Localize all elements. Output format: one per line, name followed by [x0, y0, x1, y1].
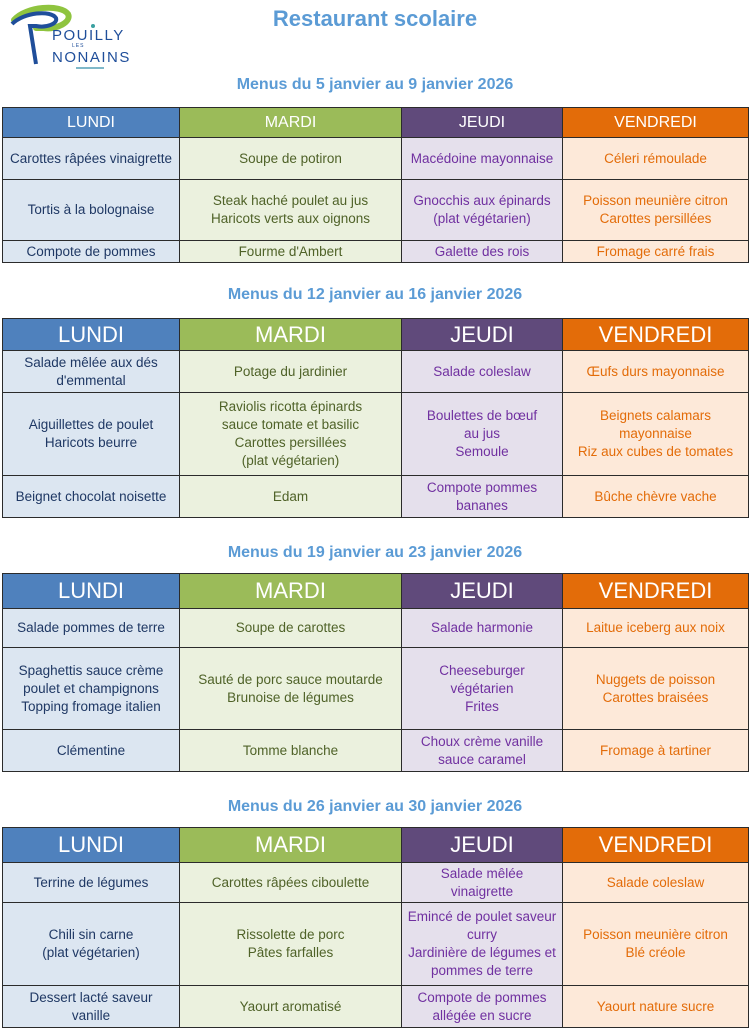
menu-item: (plat végétarien) [241, 453, 340, 468]
menu-item: Compote de pommes [417, 989, 547, 1005]
menu-item: Céleri rémoulade [604, 150, 707, 166]
table-row [3, 986, 749, 1028]
menu-item: Tortis à la bolognaise [27, 202, 155, 217]
menu-item: Salade mêlée [440, 865, 524, 881]
menu-item: mayonnaise [619, 426, 692, 441]
menu-table [2, 318, 749, 518]
menu-item: Carottes persillées [599, 211, 712, 226]
menu-item: Yaourt aromatisé [239, 998, 342, 1014]
menu-item: Steak haché poulet au jus [212, 193, 369, 208]
logo-text: NONAINS [52, 49, 131, 66]
day-header-vendredi: VENDREDI [563, 108, 749, 138]
menu-cell [180, 241, 402, 263]
menu-cell [402, 241, 563, 263]
menu-item: Haricots beurre [44, 435, 138, 450]
menu-cell [402, 393, 563, 476]
week-title: Menus du 26 janvier au 30 janvier 2026 [227, 798, 523, 815]
menu-item: Jardinière de légumes et [408, 945, 556, 960]
menu-item: Œufs durs mayonnaise [586, 363, 725, 379]
menu-item: vanille [71, 1007, 111, 1023]
logo-text: LES [72, 43, 85, 49]
week-title: Menus du 12 janvier au 16 janvier 2026 [227, 286, 523, 303]
menu-cell [563, 863, 749, 903]
menu-item: bananes [456, 497, 508, 513]
menu-item: sauce caramel [438, 751, 526, 767]
menu-item: Terrine de légumes [33, 874, 149, 890]
menu-item: Soupe de carottes [235, 620, 346, 635]
menu-item: Tomme blanche [242, 742, 339, 758]
menu-item: Gnocchis aux épinards [413, 193, 551, 208]
menu-item: Salade harmonie [430, 620, 534, 635]
menu-item: Beignet chocolat noisette [15, 488, 167, 504]
day-header-lundi: LUNDI [3, 319, 180, 351]
table-row [3, 241, 749, 263]
menu-item: allégée en sucre [432, 1007, 532, 1023]
day-header-mardi: MARDI [180, 319, 402, 351]
menu-item: Bûche chèvre vache [594, 488, 717, 504]
menu-cell [563, 648, 749, 730]
menu-item: Galette des rois [434, 243, 530, 259]
menu-cell [3, 241, 180, 263]
menu-cell [402, 986, 563, 1028]
menu-cell [3, 351, 180, 393]
week-title: Menus du 19 janvier au 23 janvier 2026 [227, 544, 523, 561]
menu-item: Poisson meunière citron [583, 193, 728, 208]
table-row [3, 863, 749, 903]
menu-item: Semoule [455, 444, 509, 459]
menu-item: d'emmental [56, 372, 126, 388]
menu-cell [180, 180, 402, 241]
menu-item: Carottes râpées vinaigrette [9, 150, 173, 166]
menu-item: (plat végétarien) [42, 945, 140, 960]
menu-item: Raviolis ricotta épinards [218, 399, 363, 414]
menu-cell [180, 138, 402, 180]
table-row [3, 648, 749, 730]
table-row [3, 180, 749, 241]
menu-cell [3, 648, 180, 730]
menu-item: Frites [465, 698, 499, 714]
day-header-mardi: MARDI [180, 108, 402, 138]
menu-item: Carottes persillées [234, 435, 347, 450]
day-header-vendredi: VENDREDI [563, 828, 749, 863]
day-header-jeudi: JEUDI [402, 108, 563, 138]
menu-item: Pâtes farfalles [247, 945, 334, 960]
menu-item: Choux crème vanille [420, 733, 544, 749]
menu-cell [563, 476, 749, 518]
menu-item: Fourme d'Ambert [238, 243, 343, 259]
menu-item: Carottes braisées [602, 689, 709, 705]
week-title: Menus du 5 janvier au 9 janvier 2026 [236, 76, 514, 93]
table-row [3, 609, 749, 648]
menu-item: curry [467, 927, 497, 942]
day-header-jeudi: JEUDI [402, 828, 563, 863]
header-row [3, 828, 749, 863]
menu-cell [402, 180, 563, 241]
menu-cell [180, 393, 402, 476]
menu-item: Chili sin carne [48, 927, 134, 942]
menu-cell [563, 609, 749, 648]
menu-item: vinaigrette [450, 883, 514, 899]
menu-cell [180, 903, 402, 986]
menu-cell [180, 648, 402, 730]
menu-item: Soupe de potiron [239, 150, 342, 166]
menu-table [2, 107, 749, 263]
day-header-lundi: LUNDI [3, 574, 180, 609]
day-header-lundi: LUNDI [3, 108, 180, 138]
menu-item: Carottes râpées ciboulette [211, 874, 370, 890]
menu-item: Emincé de poulet saveur [407, 909, 557, 924]
menu-table [2, 573, 749, 772]
menu-cell [3, 986, 180, 1028]
day-header-jeudi: JEUDI [402, 574, 563, 609]
menu-item: Aiguillettes de poulet [28, 417, 154, 432]
menu-cell [563, 903, 749, 986]
menu-item: Cheeseburger [439, 662, 525, 678]
menu-cell [3, 476, 180, 518]
menu-item: Laitue iceberg aux noix [586, 620, 725, 635]
menu-item: Spaghettis sauce crème [18, 662, 164, 678]
table-row [3, 351, 749, 393]
menu-cell [563, 241, 749, 263]
menu-cell [563, 138, 749, 180]
menu-item: Haricots verts aux oignons [210, 211, 371, 226]
menu-cell [3, 609, 180, 648]
menu-cell [402, 903, 563, 986]
menu-item: poulet et champignons [23, 680, 159, 696]
menu-item: Dessert lacté saveur [29, 989, 153, 1005]
menu-item: Salade mêlée aux dés [24, 354, 158, 370]
menu-cell [180, 986, 402, 1028]
menu-cell [3, 393, 180, 476]
menu-cell [180, 730, 402, 772]
menu-table [2, 827, 749, 1028]
menu-cell [3, 180, 180, 241]
menu-cell [180, 351, 402, 393]
menu-cell [3, 903, 180, 986]
menu-cell [180, 476, 402, 518]
menu-item: Topping fromage italien [21, 698, 161, 714]
menu-cell [563, 393, 749, 476]
menu-item: Salade coleslaw [606, 874, 705, 890]
day-header-jeudi: JEUDI [402, 319, 563, 351]
menu-item: Potage du jardinier [233, 363, 348, 379]
menu-cell [3, 863, 180, 903]
menu-cell [3, 730, 180, 772]
menu-cell [402, 476, 563, 518]
menu-cell [563, 351, 749, 393]
menu-cell [402, 351, 563, 393]
menu-cell [3, 138, 180, 180]
menu-cell [563, 180, 749, 241]
day-header-mardi: MARDI [180, 828, 402, 863]
menu-cell [563, 986, 749, 1028]
menu-item: Macédoine mayonnaise [410, 150, 554, 166]
header-row [3, 574, 749, 609]
menu-item: Nuggets de poisson [595, 671, 716, 687]
menu-item: Yaourt nature sucre [596, 998, 715, 1014]
menu-item: Beignets calamars [599, 408, 712, 423]
menu-item: Rissolette de porc [236, 927, 345, 942]
header-row [3, 319, 749, 351]
menu-cell [402, 609, 563, 648]
menu-item: Blé créole [625, 945, 686, 960]
menu-item: pommes de terre [430, 963, 534, 978]
menu-item: sauce tomate et basilic [221, 417, 360, 432]
menu-item: Sauté de porc sauce moutarde [198, 671, 383, 687]
menu-cell [180, 609, 402, 648]
menu-item: (plat végétarien) [433, 211, 531, 226]
menu-item: Fromage à tartiner [599, 742, 712, 758]
menu-item: au jus [463, 426, 501, 441]
day-header-lundi: LUNDI [3, 828, 180, 863]
menu-item: Salade coleslaw [433, 363, 531, 379]
menu-item: Fromage carré frais [596, 243, 715, 259]
menu-item: Brunoise de légumes [227, 689, 354, 705]
menu-cell [180, 863, 402, 903]
menu-cell [402, 138, 563, 180]
menu-item: Compote pommes [426, 479, 538, 495]
menu-cell [402, 863, 563, 903]
menu-item: Boulettes de bœuf [426, 408, 538, 423]
day-header-vendredi: VENDREDI [563, 319, 749, 351]
menu-item: végétarien [450, 680, 514, 696]
menu-cell [563, 730, 749, 772]
page-title: Restaurant scolaire [272, 6, 478, 31]
menu-item: Clémentine [56, 742, 126, 758]
menu-item: Compote de pommes [26, 243, 156, 259]
table-row [3, 476, 749, 518]
logo-text: POUILLY [52, 27, 125, 44]
day-header-vendredi: VENDREDI [563, 574, 749, 609]
menu-item: Edam [272, 488, 309, 504]
menu-cell [402, 648, 563, 730]
day-header-mardi: MARDI [180, 574, 402, 609]
table-row [3, 903, 749, 986]
table-row [3, 138, 749, 180]
menu-cell [402, 730, 563, 772]
table-row [3, 393, 749, 476]
menu-item: Riz aux cubes de tomates [577, 444, 734, 459]
header-row [3, 108, 749, 138]
menu-item: Poisson meunière citron [583, 927, 728, 942]
menu-item: Salade pommes de terre [17, 620, 165, 635]
table-row [3, 730, 749, 772]
